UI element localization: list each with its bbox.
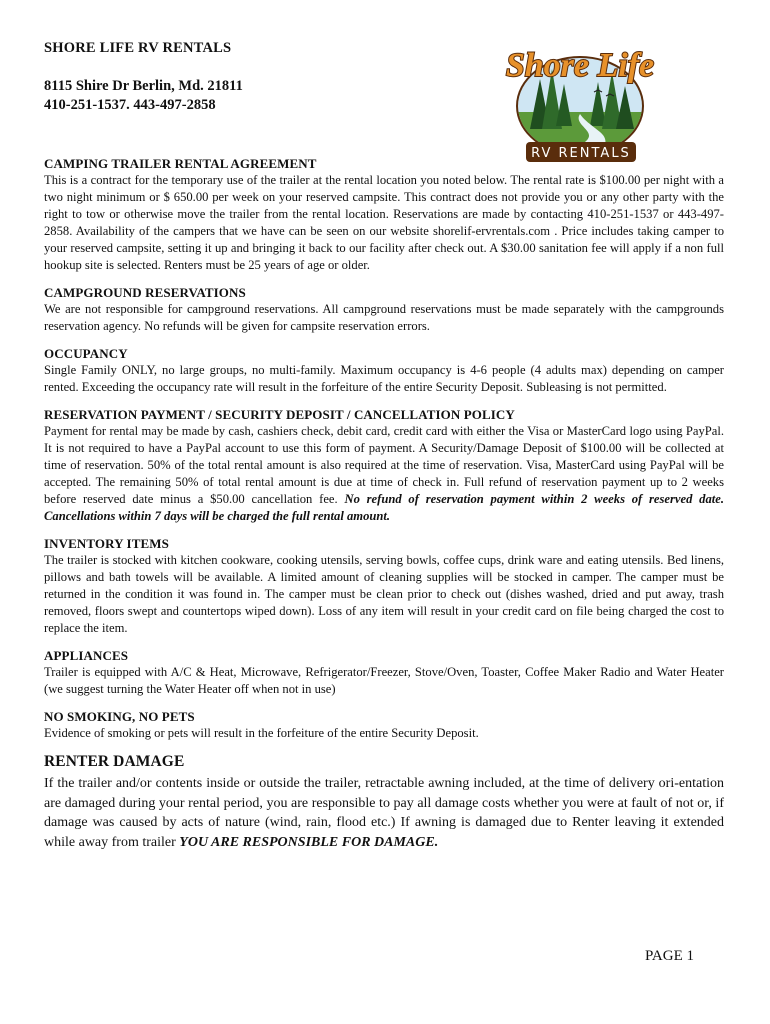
section-body: Single Family ONLY, no large groups, no multi-family. Maximum occupancy is 4-6 people (4 adults max) depending on camper rented. Exceeding the occupancy rate will result in the forfeiture of the entire Security Deposit. Subleasing is not permitted. bbox=[44, 363, 724, 394]
section-body: This is a contract for the temporary use of the trailer at the rental location you noted below. The rental rate is $100.00 per night with a two night minimum or $ 650.00 per week on your reserved campsite. This contract does not provide you or any other party with the right to tow or otherwise move the trailer from the rental location. Reservations are made by contacting 410-251-1537 or 443-497-2858. Availability of the campers that we have can be seen on our website shorelif-ervrentals.com . Price includes taking camper to your reserved campsite, setting it up and bringing it back to our facility after check out. A $30.00 sanitation fee will apply if a non full hookup site is selected. Renters must be 25 years of age or older. bbox=[44, 173, 724, 272]
section-inventory bbox=[44, 535, 724, 637]
section-occupancy bbox=[44, 345, 724, 396]
company-phones: 410-251-1537. 443-497-2858 bbox=[44, 97, 216, 113]
logo-banner-text: RV RENTALS bbox=[531, 146, 631, 161]
section-title: NO SMOKING, NO PETS bbox=[44, 709, 195, 724]
company-name: SHORE LIFE RV RENTALS bbox=[44, 40, 232, 56]
section-title: INVENTORY ITEMS bbox=[44, 536, 169, 551]
section-body: The trailer is stocked with kitchen cookware, cooking utensils, serving bowls, coffee cups, drink ware and eating utensils. Bed linens, pillows and bath towels will be available. A limited amount of cleaning supplies will be stocked in camper. The camper must be returned in the condition it was found in. The camper must be clean prior to check out (dishes washed, dried and put away, trash removed, floors swept and countertops wiped down). Loss of any item will result in your credit card on file being charged the cost to replace the item. bbox=[44, 553, 724, 635]
payment-body-text: Payment for rental may be made by cash, cashiers check, debit card, credit card with either the Visa or MasterCard logo using PayPal. It is not required to have a PayPal account to use this form of payment. A Security/Damage Deposit of $100.00 will be collected at time of reservation. 50% of the total rental amount is also required at the time of reservation. Visa, MasterCard using PayPal will be accepted. The remaining 50% of total rental amount is due at time of check in. Full refund of reservation payment up to 2 weeks before reserved date minus a $50.00 cancellation fee. bbox=[44, 424, 724, 506]
section-renter-damage bbox=[44, 752, 724, 852]
section-title: RENTER DAMAGE bbox=[44, 753, 185, 770]
section-body bbox=[44, 774, 724, 852]
section-title: CAMPGROUND RESERVATIONS bbox=[44, 285, 246, 300]
section-appliances bbox=[44, 647, 724, 698]
section-body bbox=[44, 423, 724, 525]
agreement-content bbox=[44, 155, 724, 862]
page-number: PAGE 1 bbox=[644, 948, 694, 964]
section-payment bbox=[44, 406, 724, 525]
refund-notice: No refund of reservation payment within 2 weeks of reserved date. Cancellations within 7 days will be charged the full rental amount. bbox=[44, 492, 725, 523]
damage-emphasis: YOU ARE RESPONSIBLE FOR DAMAGE. bbox=[179, 834, 439, 850]
section-title: CAMPING TRAILER RENTAL AGREEMENT bbox=[44, 156, 317, 171]
section-body: We are not responsible for campground reservations. All campground reservations must be made separately with the campgrounds reservation agency. No refunds will be given for campsite reservation errors. bbox=[44, 302, 724, 333]
company-address: 8115 Shire Dr Berlin, Md. 21811 bbox=[44, 78, 243, 94]
logo-script-text: Shore Life bbox=[505, 47, 655, 84]
section-campground bbox=[44, 284, 724, 335]
damage-body-text: If the trailer and/or contents inside or outside the trailer, retractable awning included, at the time of delivery ori-entation are damaged during your rental period, you are responsible to pay all damage costs whether you were at fault of not or, if damage was caused by acts of nature (wind, rain, flood etc.) If awning is damaged due to Renter leaving it extended while away from trailer bbox=[44, 776, 724, 850]
section-title: OCCUPANCY bbox=[44, 346, 128, 361]
letterhead bbox=[44, 40, 474, 115]
section-body: Evidence of smoking or pets will result in the forfeiture of the entire Security Deposit. bbox=[44, 726, 479, 740]
section-body: Trailer is equipped with A/C & Heat, Microwave, Refrigerator/Freezer, Stove/Oven, Toaster, Coffee Maker Radio and Water Heater (we suggest turning the Water Heater off when not in use) bbox=[44, 665, 724, 696]
section-title: APPLIANCES bbox=[44, 648, 129, 663]
section-title: RESERVATION PAYMENT / SECURITY DEPOSIT / CANCELLATION POLICY bbox=[44, 407, 515, 422]
shore-life-logo bbox=[482, 34, 678, 164]
section-smoking bbox=[44, 708, 724, 742]
section-agreement bbox=[44, 155, 724, 274]
